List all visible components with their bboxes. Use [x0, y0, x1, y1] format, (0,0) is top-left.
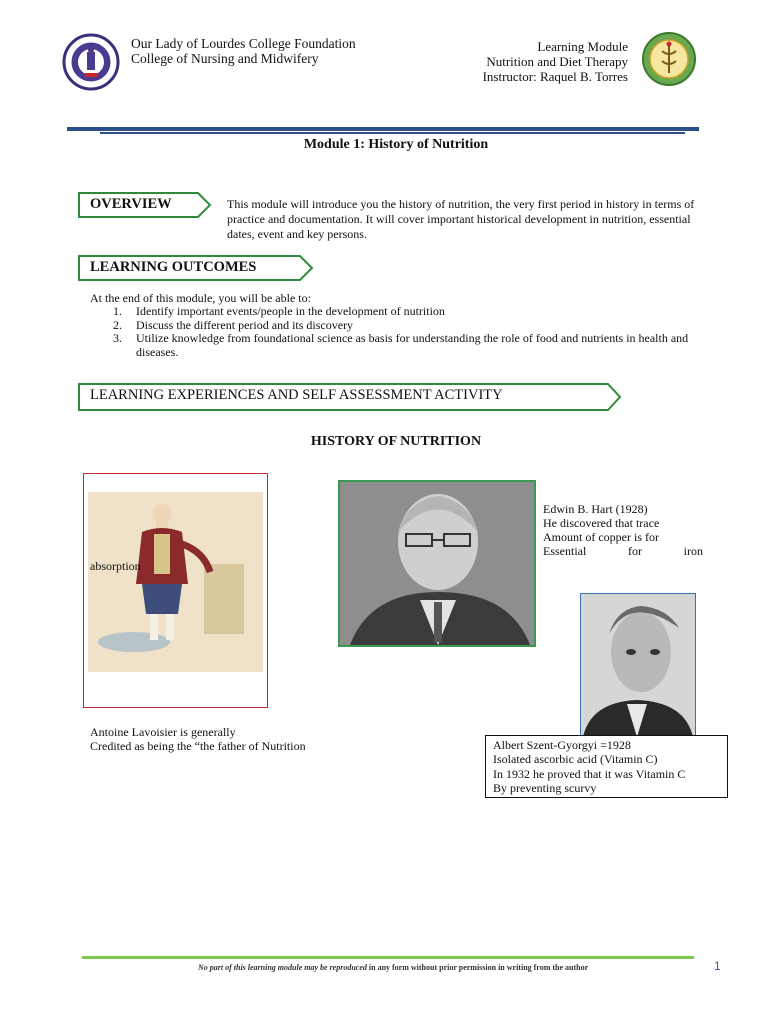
instructor-name: Instructor: Raquel B. Torres — [482, 69, 628, 84]
szent-line: In 1932 he proved that it was Vitamin C — [493, 766, 686, 781]
outcomes-label: LEARNING OUTCOMES — [90, 259, 257, 275]
outcomes-list — [113, 305, 713, 359]
experiences-label-box — [78, 383, 622, 409]
footer-divider — [82, 956, 694, 959]
header-divider — [67, 127, 699, 131]
list-item-text: Utilize knowledge from foundational science as basis for understanding the role of food and nutrients in health and diseases. — [136, 331, 689, 359]
list-item-number: 3. — [113, 331, 122, 346]
hart-line: Amount of copper is for — [543, 530, 659, 544]
list-item-text: Discuss the different period and its discovery — [136, 317, 354, 332]
list-item-text: Identify important events/people in the development of nutrition — [136, 304, 445, 318]
overview-text: This module will introduce you the history of nutrition, the very first period in history in terms of practice and documentation. It will cover important historical development in nutrition, essential dates, event and key persons. — [227, 197, 695, 241]
footer-rest: in any form without prior permission in writing from the author — [366, 963, 589, 972]
module-info — [388, 39, 628, 84]
list-item-number: 1. — [113, 304, 122, 318]
experiences-label: LEARNING EXPERIENCES AND SELF ASSESSMENT ACTIVITY — [90, 387, 503, 403]
szent-gyorgyi-caption-box — [485, 735, 728, 798]
hart-word: for — [627, 544, 642, 558]
subject-name: Nutrition and Diet Therapy — [486, 54, 628, 69]
hart-line — [543, 544, 703, 558]
outcomes-label-box — [78, 255, 314, 281]
list-item-number: 2. — [113, 317, 122, 332]
footer-italic: No part of this learning module may be reproduced — [198, 963, 367, 972]
szent-line: Albert Szent-Gyorgyi =1928 — [493, 738, 631, 752]
college-name: Our Lady of Lourdes College Foundation — [131, 36, 356, 51]
nursing-seal-logo — [635, 31, 703, 87]
hart-word: Essential — [543, 544, 587, 558]
lavoisier-caption — [90, 725, 306, 753]
szent-line: By preventing scurvy — [493, 781, 597, 796]
footer-copyright — [198, 963, 588, 972]
lavoisier-line: Antoine Lavoisier is generally — [90, 725, 236, 739]
list-item — [113, 305, 713, 319]
page-number: 1 — [714, 959, 721, 973]
hart-description — [543, 502, 703, 558]
absorption-label: absorption — [90, 559, 141, 573]
hart-line: He discovered that trace — [543, 516, 660, 530]
list-item — [113, 332, 713, 359]
szent-line: Isolated ascorbic acid (Vitamin C) — [493, 752, 658, 767]
overview-label-box — [78, 192, 212, 218]
lavoisier-line: Credited as being the “the father of Nutrition — [90, 739, 306, 753]
module-title: Module 1: History of Nutrition — [303, 137, 489, 152]
hart-word: iron — [683, 544, 703, 558]
module-type: Learning Module — [537, 39, 628, 54]
lavoisier-portrait — [83, 473, 268, 708]
college-seal-logo — [56, 33, 126, 91]
college-department: College of Nursing and Midwifery — [131, 51, 319, 66]
overview-label: OVERVIEW — [90, 196, 172, 212]
outcomes-intro: At the end of this module, you will be able to: — [90, 291, 311, 305]
list-item — [113, 319, 713, 333]
header-divider-thin — [100, 132, 685, 134]
hart-line: Edwin B. Hart (1928) — [543, 502, 648, 516]
szent-gyorgyi-portrait — [580, 593, 696, 738]
history-title: HISTORY OF NUTRITION — [310, 434, 482, 449]
hart-portrait — [338, 480, 536, 647]
